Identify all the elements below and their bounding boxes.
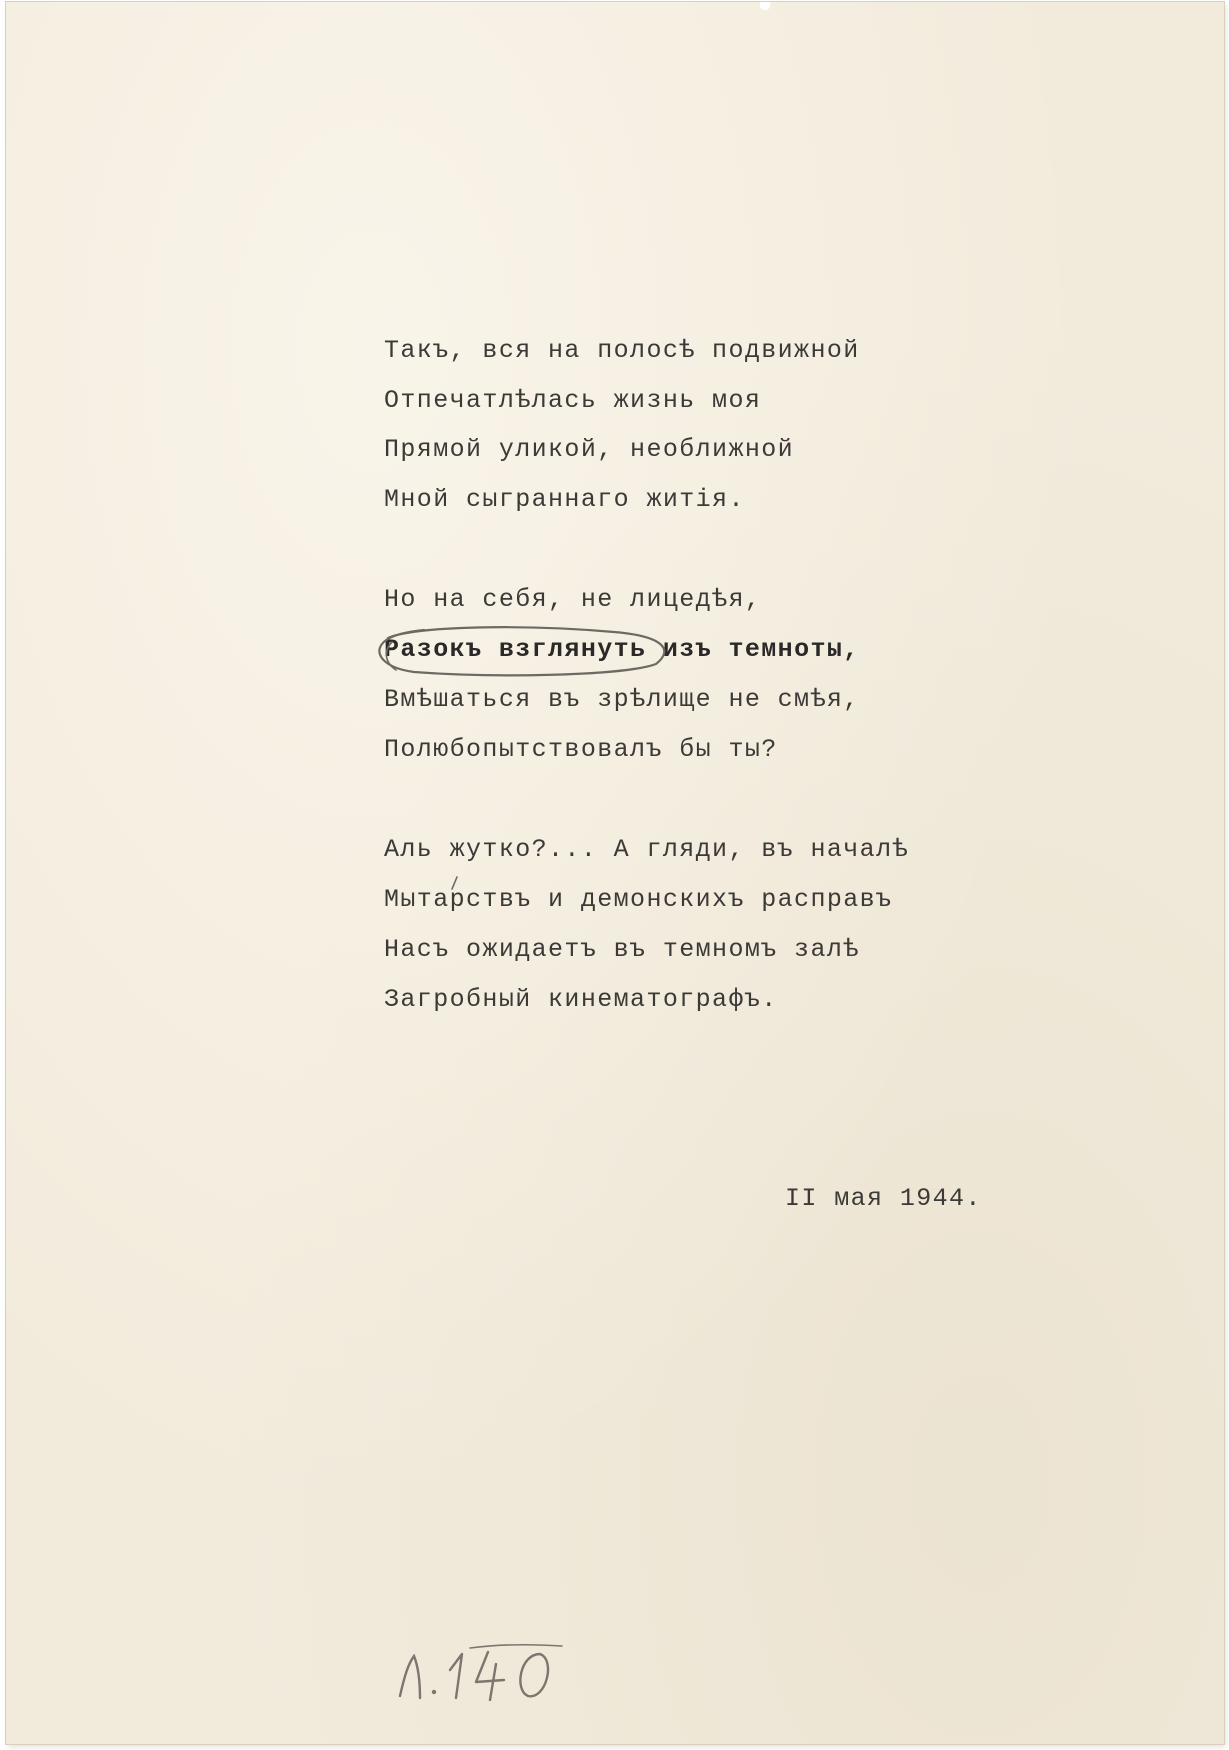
poem-line: Аль жутко?... А гляди, въ началѣ	[384, 835, 909, 864]
poem-line: Вмѣшаться въ зрѣлище не смѣя,	[384, 685, 860, 714]
archive-number-handwritten	[390, 1640, 570, 1710]
paper-sheet	[6, 2, 1224, 1744]
paper-tear	[760, 2, 770, 10]
poem-line: Мытарствъ и демонскихъ расправъ	[384, 885, 893, 914]
poem-line: Насъ ожидаетъ въ темномъ залѣ	[384, 935, 860, 964]
poem-line: Но на себя, не лицедѣя,	[384, 585, 762, 614]
pencil-circled-phrase: Разокъ взглянуть	[384, 635, 647, 664]
pencil-accent-mark	[449, 876, 459, 890]
poem-line: Полюбопытствовалъ бы ты?	[384, 735, 778, 764]
poem-line: Прямой уликой, неоближной	[384, 435, 795, 464]
poem-line: Отпечатлѣлась жизнь моя	[384, 386, 762, 415]
poem-line: Такъ, вся на полосѣ подвижной	[384, 336, 860, 365]
poem-line: Загробный кинематографъ.	[384, 985, 778, 1014]
poem-line: Мной сыграннаго житія.	[384, 485, 745, 514]
poem-date: II мая 1944.	[785, 1184, 982, 1213]
poem-line-marked	[384, 634, 860, 666]
poem-line-rest: изъ темноты,	[646, 635, 860, 664]
